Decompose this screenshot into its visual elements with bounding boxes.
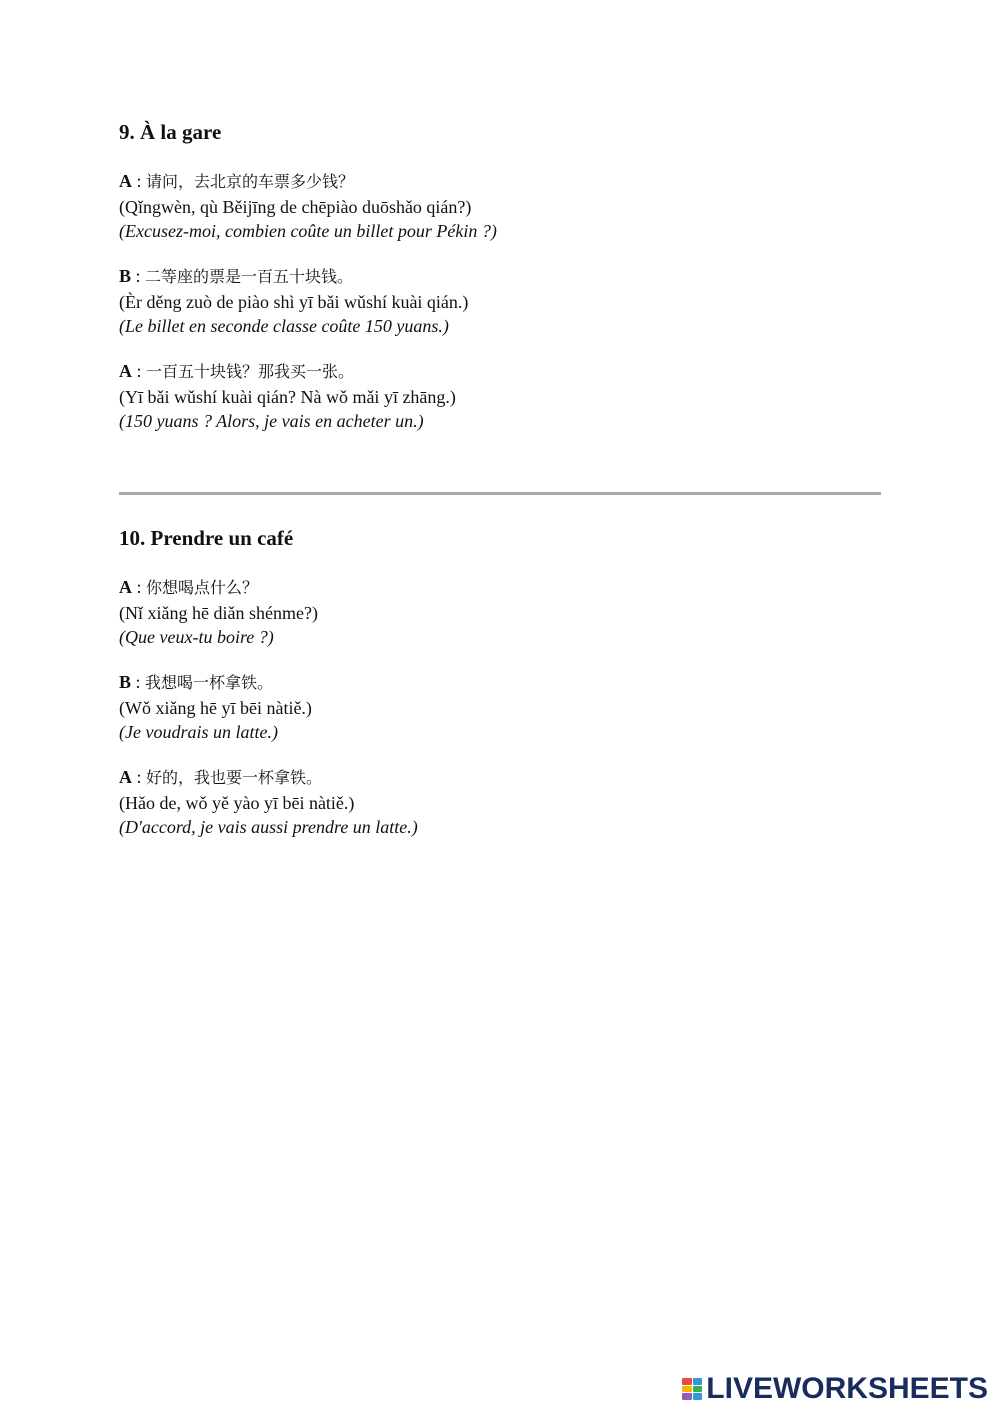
translation-line: (Excusez-moi, combien coûte un billet pour Pékin ?) (119, 221, 497, 241)
logo-tile (682, 1378, 692, 1385)
hanzi-text: 好的，我也要一杯拿铁。 (146, 768, 323, 787)
speaker-label: A (119, 767, 132, 787)
section-title: 10. Prendre un café (119, 526, 294, 550)
speaker-separator: : (132, 171, 147, 191)
speaker-separator: : (131, 672, 146, 692)
liveworksheets-brand[interactable] (682, 1372, 988, 1406)
translation-line: (D'accord, je vais aussi prendre un latte.) (119, 817, 418, 837)
speaker-separator: : (131, 266, 146, 286)
pinyin-line: (Hǎo de, wǒ yě yào yī bēi nàtiě.) (119, 793, 355, 813)
hanzi-line (119, 669, 881, 696)
pinyin-line: (Èr děng zuò de piào shì yī bǎi wǔshí kuài qián.) (119, 292, 469, 312)
speaker-label: A (119, 171, 132, 191)
translation-line: (Le billet en seconde classe coûte 150 yuans.) (119, 316, 449, 336)
hanzi-line (119, 574, 881, 601)
section-title: 9. À la gare (119, 120, 222, 144)
speaker-label: B (119, 266, 132, 286)
speaker-label: A (119, 361, 132, 381)
translation-line: (150 yuans ? Alors, je vais en acheter un.) (119, 411, 424, 431)
logo-tile (682, 1386, 692, 1393)
speaker-separator: : (132, 361, 147, 381)
hanzi-text: 一百五十块钱？那我买一张。 (146, 362, 355, 381)
speaker-label: B (119, 672, 132, 692)
liveworksheets-logo-icon (682, 1378, 702, 1400)
dialogue-exchange (119, 168, 881, 243)
hanzi-text: 请问，去北京的车票多少钱？ (146, 172, 355, 191)
dialogue-exchange (119, 764, 881, 839)
speaker-label: A (119, 577, 132, 597)
section-prendre-un-cafe (119, 524, 881, 859)
dialogue-exchange (119, 669, 881, 744)
section-divider (119, 492, 881, 495)
hanzi-text: 二等座的票是一百五十块钱。 (145, 267, 354, 286)
hanzi-text: 我想喝一杯拿铁。 (145, 673, 274, 692)
pinyin-line: (Wǒ xiǎng hē yī bēi nàtiě.) (119, 698, 312, 718)
pinyin-line: (Nǐ xiǎng hē diǎn shénme?) (119, 603, 318, 623)
logo-tile (693, 1393, 703, 1400)
section-a-la-gare (119, 118, 881, 453)
dialogue-exchange (119, 574, 881, 649)
hanzi-line (119, 358, 881, 385)
translation-line: (Je voudrais un latte.) (119, 722, 278, 742)
logo-tile (693, 1378, 703, 1385)
pinyin-line: (Yī bǎi wǔshí kuài qián? Nà wǒ mǎi yī zhāng.) (119, 387, 456, 407)
logo-tile (693, 1386, 703, 1393)
speaker-separator: : (132, 767, 147, 787)
hanzi-line (119, 168, 881, 195)
speaker-separator: : (132, 577, 147, 597)
logo-tile (682, 1393, 692, 1400)
hanzi-line (119, 764, 881, 791)
pinyin-line: (Qǐngwèn, qù Běijīng de chēpiào duōshǎo qián?) (119, 197, 472, 217)
hanzi-text: 你想喝点什么？ (146, 578, 259, 597)
dialogue-exchange (119, 358, 881, 433)
dialogue-exchange (119, 263, 881, 338)
hanzi-line (119, 263, 881, 290)
brand-wordmark: LIVEWORKSHEETS (706, 1372, 988, 1405)
translation-line: (Que veux-tu boire ?) (119, 627, 274, 647)
